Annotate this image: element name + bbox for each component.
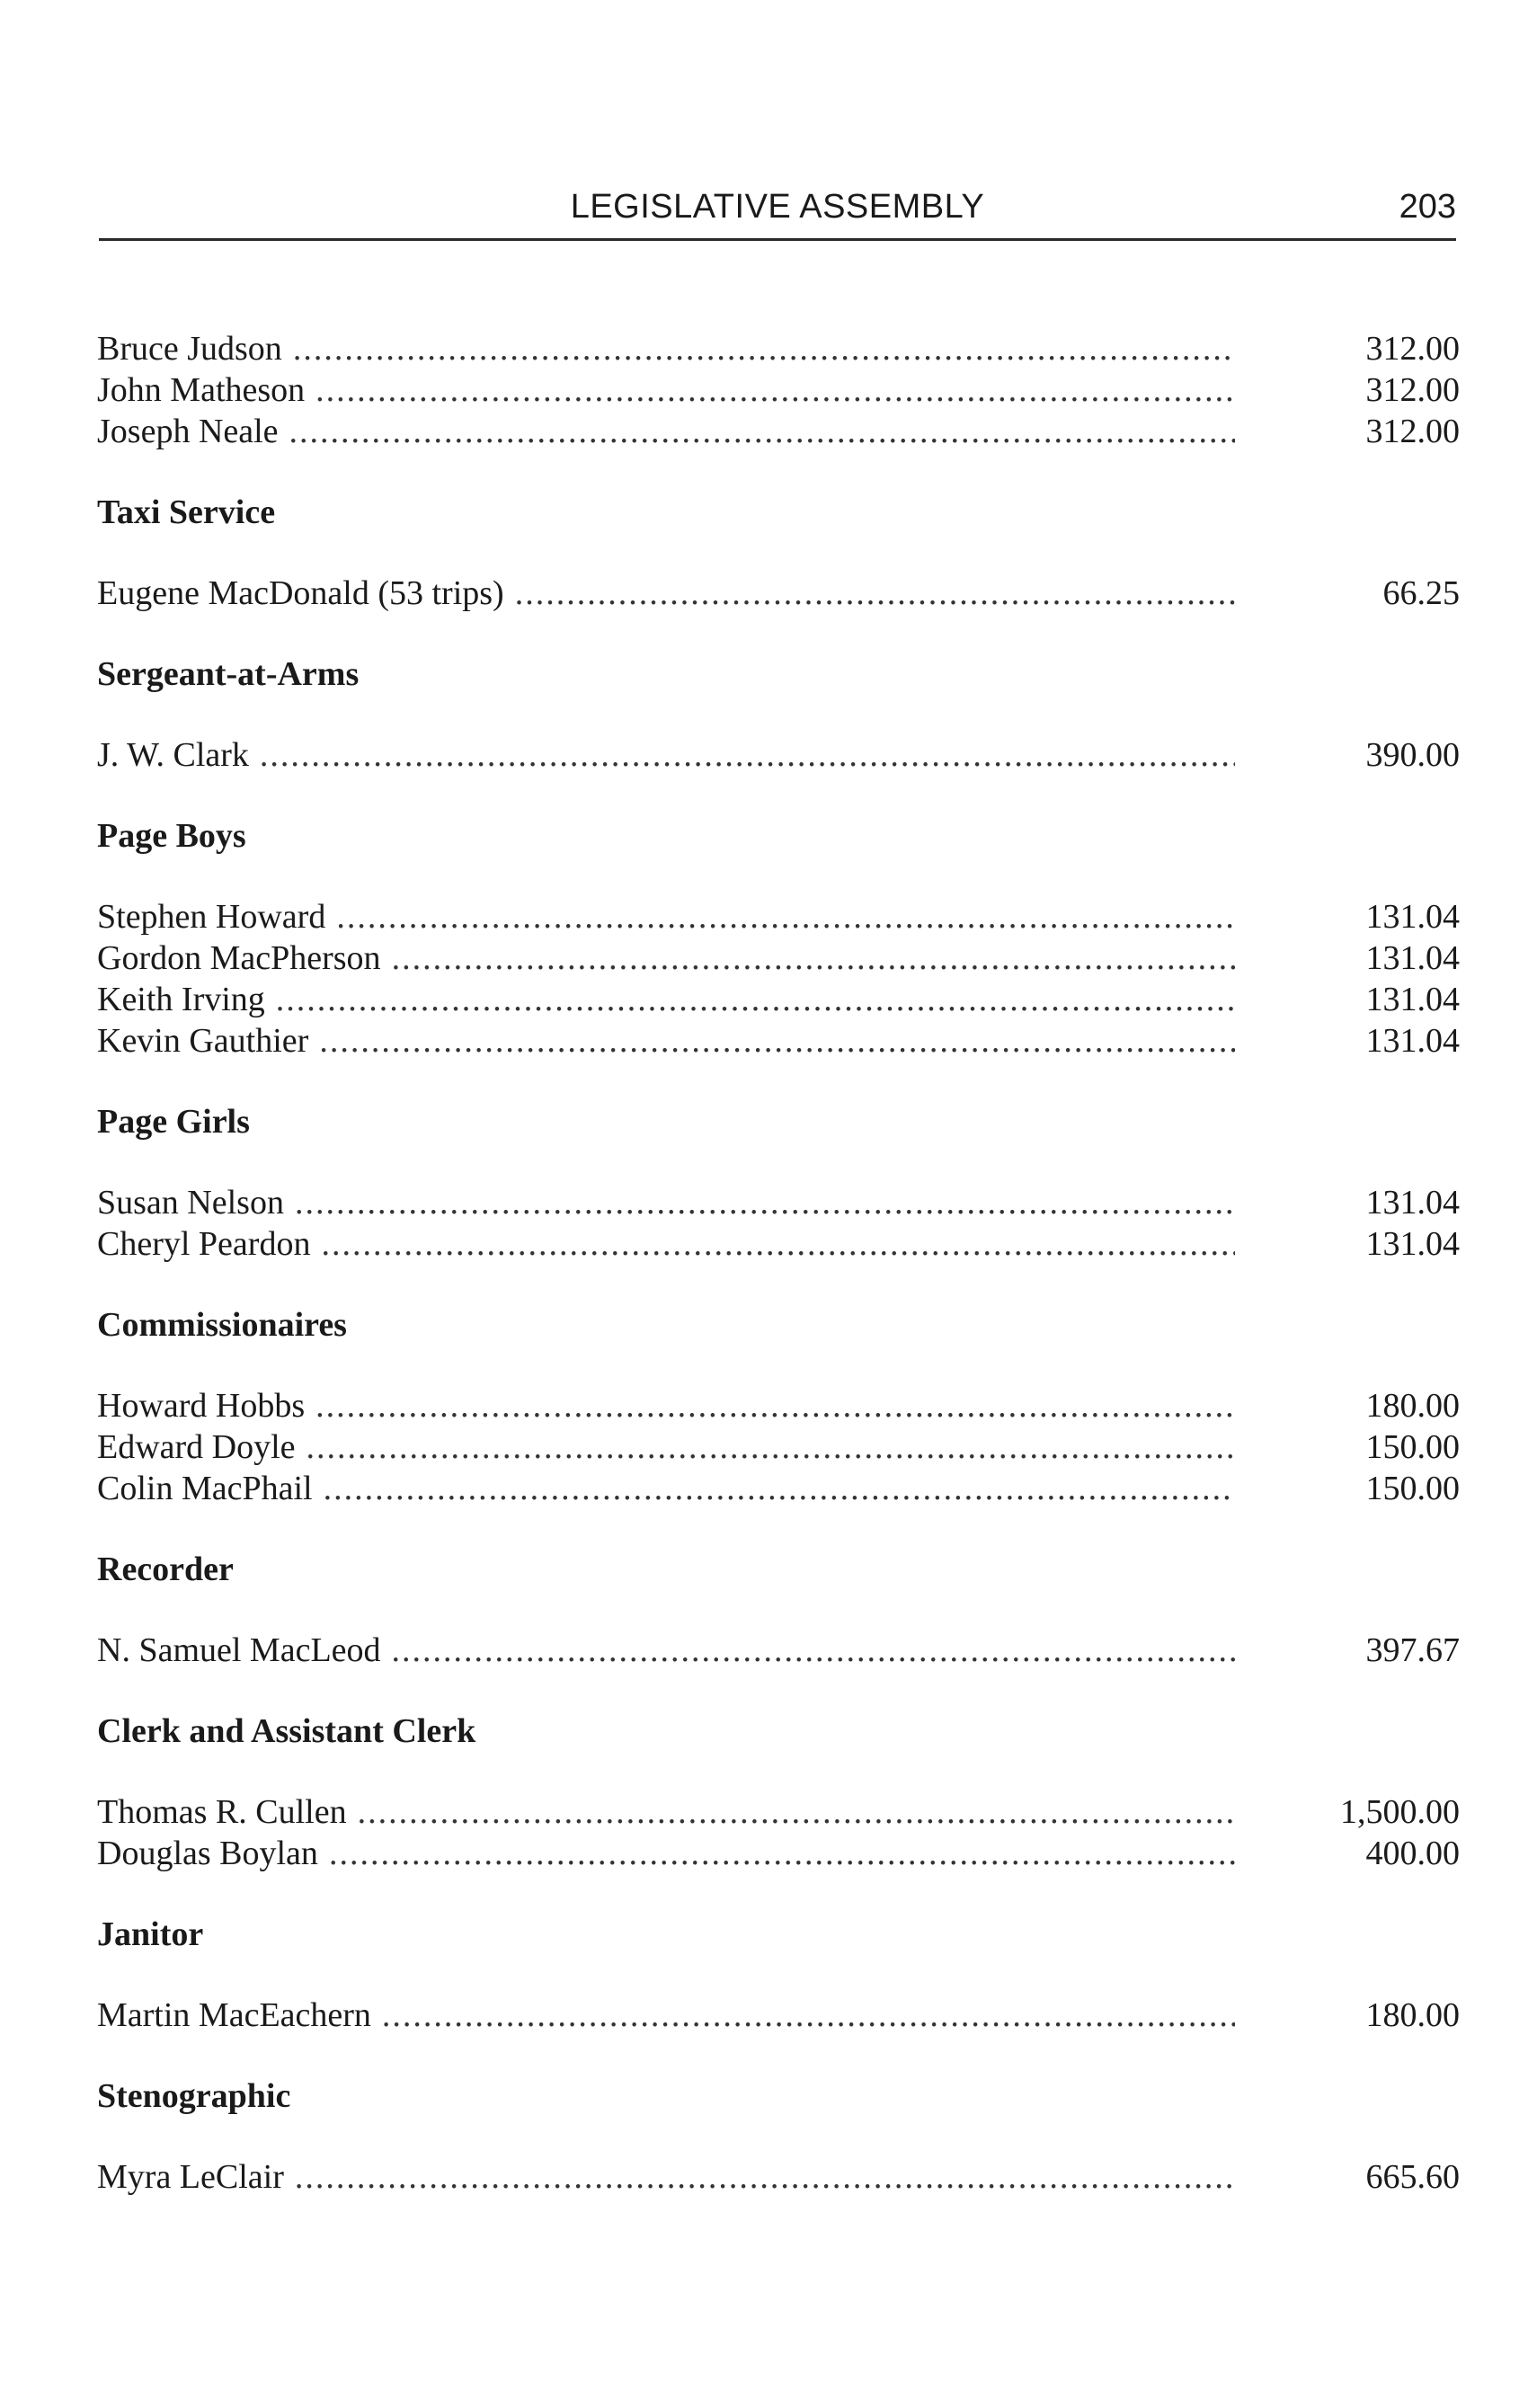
payee-name: Joseph Neale [97,413,279,450]
entry-list [97,1995,1460,2036]
dot-leader [358,1791,1235,1833]
payee-name: N. Samuel MacLeod [97,1631,381,1669]
dot-leader [289,411,1235,452]
entry-list [97,896,1460,1062]
payment-amount: 66.25 [1382,574,1460,612]
payee-name: Colin MacPhail [97,1470,313,1507]
payee-name: J. W. Clark [97,736,249,774]
section-heading: Taxi Service [97,493,276,531]
dot-leader [260,734,1235,776]
list-item [97,979,1460,1020]
payment-amount: 400.00 [1365,1835,1460,1872]
list-item [97,1995,1460,2036]
list-item [97,896,1460,937]
payment-amount: 390.00 [1365,736,1460,774]
list-item [97,1020,1460,1062]
list-item [97,1182,1460,1223]
dot-leader [392,937,1235,979]
dot-leader [295,1182,1235,1223]
entry-list [97,1182,1460,1265]
list-item [97,937,1460,979]
payment-amount: 312.00 [1365,330,1460,368]
payee-name: Douglas Boylan [97,1835,318,1872]
dot-leader [307,1426,1235,1468]
section-heading: Page Boys [97,817,246,855]
section-heading: Page Girls [97,1103,250,1141]
page-number: 203 [1399,188,1456,226]
payment-amount: 180.00 [1365,1996,1460,2034]
entry-list [97,573,1460,614]
payee-name: Myra LeClair [97,2158,284,2196]
dot-leader [392,1630,1235,1671]
list-item [97,328,1460,369]
section-recorder [97,1549,1460,1671]
payment-amount: 131.04 [1365,939,1460,977]
entry-list [97,2156,1460,2198]
payee-name: Edward Doyle [97,1428,296,1466]
payment-amount: 131.04 [1365,898,1460,936]
list-item [97,1630,1460,1671]
section-heading: Clerk and Assistant Clerk [97,1712,476,1750]
payee-name: Cheryl Peardon [97,1225,311,1263]
dot-leader [329,1833,1235,1874]
expense-listing [97,328,1460,2198]
payment-amount: 150.00 [1365,1470,1460,1507]
payee-name: John Matheson [97,371,306,409]
list-item [97,369,1460,411]
payee-name: Susan Nelson [97,1184,284,1222]
section-janitor [97,1914,1460,2036]
list-item [97,1791,1460,1833]
payment-amount: 1,500.00 [1340,1793,1460,1831]
running-title: LEGISLATIVE ASSEMBLY [570,188,985,226]
payee-name: Keith Irving [97,981,265,1018]
dot-leader [336,896,1235,937]
payee-name: Howard Hobbs [97,1387,306,1425]
dot-leader [295,2156,1235,2198]
payment-amount: 131.04 [1365,1225,1460,1263]
payee-name: Eugene MacDonald (53 trips) [97,574,504,612]
section-heading: Commissionaires [97,1306,347,1344]
section-page-girls [97,1101,1460,1265]
section-commissionaires [97,1304,1460,1509]
payment-amount: 131.04 [1365,1184,1460,1222]
section-taxi-service [97,492,1460,614]
payment-amount: 397.67 [1365,1631,1460,1669]
dot-leader [515,573,1235,614]
section-clerk-and-assistant-clerk [97,1710,1460,1874]
dot-leader [315,369,1235,411]
payment-amount: 312.00 [1365,413,1460,450]
entry-list [97,1791,1460,1874]
payment-amount: 180.00 [1365,1387,1460,1425]
list-item [97,734,1460,776]
list-item [97,1426,1460,1468]
dot-leader [319,1020,1235,1062]
list-item [97,2156,1460,2198]
dot-leader [324,1468,1235,1509]
payee-name: Stephen Howard [97,898,326,936]
payment-amount: 131.04 [1365,1022,1460,1060]
payee-name: Thomas R. Cullen [97,1793,347,1831]
list-item [97,1223,1460,1265]
list-item [97,1468,1460,1509]
section-heading: Recorder [97,1551,234,1588]
list-item [97,1385,1460,1426]
list-item [97,1833,1460,1874]
entry-list [97,1385,1460,1509]
section-page-boys [97,815,1460,1062]
section-heading: Sergeant-at-Arms [97,655,360,693]
payee-name: Martin MacEachern [97,1996,371,2034]
payee-name: Bruce Judson [97,330,282,368]
payee-name: Kevin Gauthier [97,1022,309,1060]
section-heading: Stenographic [97,2077,291,2115]
dot-leader [276,979,1235,1020]
dot-leader [315,1385,1235,1426]
section-sergeant-at-arms [97,653,1460,776]
page-header [99,184,1456,241]
dot-leader [382,1995,1235,2036]
top-entry-list [97,328,1460,452]
list-item [97,411,1460,452]
payment-amount: 150.00 [1365,1428,1460,1466]
payment-amount: 665.60 [1365,2158,1460,2196]
section-stenographic [97,2075,1460,2198]
entry-list [97,1630,1460,1671]
dot-leader [321,1223,1235,1265]
dot-leader [293,328,1235,369]
payee-name: Gordon MacPherson [97,939,381,977]
entry-list [97,734,1460,776]
list-item [97,573,1460,614]
section-heading: Janitor [97,1915,204,1953]
payment-amount: 131.04 [1365,981,1460,1018]
payment-amount: 312.00 [1365,371,1460,409]
